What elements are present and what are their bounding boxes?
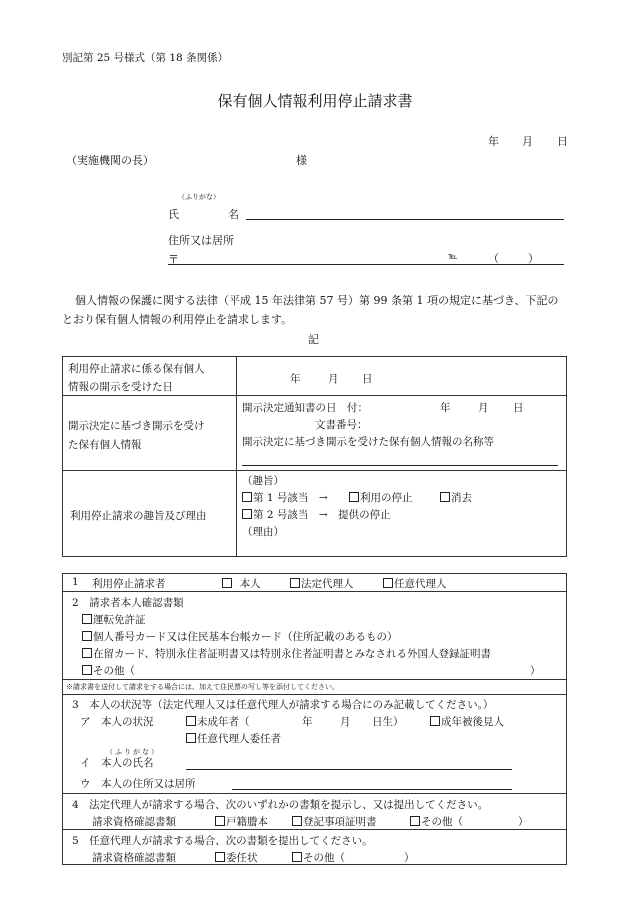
name-label-1: 氏 bbox=[168, 208, 179, 221]
principal-status-label: ア 本人の状況 bbox=[80, 716, 154, 728]
checkbox-icon[interactable] bbox=[440, 492, 450, 502]
checkbox-icon[interactable] bbox=[410, 816, 420, 826]
other-id-close: ） bbox=[530, 665, 541, 677]
page-title: 保有個人情報利用停止請求書 bbox=[217, 92, 413, 110]
table2-line-4 bbox=[62, 829, 567, 830]
name-field[interactable] bbox=[246, 219, 564, 220]
checkbox-icon[interactable] bbox=[82, 631, 92, 641]
form-number: 別記第 25 号様式（第 18 条関係） bbox=[62, 52, 229, 64]
other-voluntary-doc-close: ） bbox=[404, 852, 415, 864]
date-year-label: 年 bbox=[488, 135, 499, 148]
minor-birth-day: 日生） bbox=[372, 716, 404, 728]
honorific: 様 bbox=[296, 154, 307, 167]
section-5-title: 5 任意代理人が請求する場合、次の書類を提出してください。 bbox=[72, 835, 373, 847]
option-drivers-license[interactable]: 運転免許証 bbox=[82, 612, 146, 627]
section-2-title: 2 請求者本人確認書類 bbox=[72, 597, 184, 609]
table2-line-3 bbox=[62, 793, 567, 794]
checkbox-icon[interactable] bbox=[82, 614, 92, 624]
option-clause-2[interactable]: 第 2 号該当 → 提供の停止 bbox=[242, 507, 391, 522]
option-other-voluntary-doc[interactable]: その他（ bbox=[292, 850, 345, 865]
intro-line-1: 個人情報の保護に関する法律（平成 15 年法律第 57 号）第 99 条第 1 項の規定に基づき、下記の bbox=[75, 294, 559, 307]
option-mandator[interactable]: 任意代理人委任者 bbox=[186, 731, 281, 746]
ki-label: 記 bbox=[308, 333, 319, 346]
checkbox-icon[interactable] bbox=[349, 492, 359, 502]
minor-birth-month: 月 bbox=[340, 716, 351, 728]
disclosure-date-label-1: 利用停止請求に係る保有個人 bbox=[68, 363, 205, 375]
option-erase[interactable]: 消去 bbox=[440, 490, 472, 505]
tel-mark: ℡ bbox=[448, 252, 458, 262]
option-self[interactable]: 本人 bbox=[222, 576, 261, 591]
option-family-register[interactable]: 戸籍謄本 bbox=[215, 814, 268, 829]
address-label: 住所又は居所 bbox=[168, 234, 234, 247]
notice-day: 日 bbox=[513, 402, 524, 414]
checkbox-icon[interactable] bbox=[242, 509, 252, 519]
minor-birth-year: 年 bbox=[302, 716, 313, 728]
table1-divider bbox=[236, 356, 237, 557]
table2-line-2 bbox=[62, 694, 567, 695]
option-suspend-use[interactable]: 利用の停止 bbox=[349, 490, 413, 505]
purpose-reason-label: 利用停止請求の趣旨及び理由 bbox=[70, 510, 207, 522]
date-month-label: 月 bbox=[522, 135, 533, 148]
tel-paren-open: （ bbox=[488, 252, 499, 265]
section-4-title: 4 法定代理人が請求する場合、次のいずれかの書類を提示し、又は提出してください。 bbox=[72, 799, 489, 811]
principal-name-field[interactable] bbox=[186, 769, 512, 770]
name-label-2: 名 bbox=[228, 208, 239, 221]
table2-line-1 bbox=[62, 591, 567, 592]
section-4-docs-label: 請求資格確認書類 bbox=[92, 816, 176, 828]
postal-mark: 〒 bbox=[168, 253, 179, 266]
table2-note-line bbox=[62, 679, 567, 680]
option-residence-card[interactable]: 在留カード、特別永住者証明書又は特別永住者証明書とみなされる外国人登録証明書 bbox=[82, 646, 491, 661]
principal-name-label: イ 本人の氏名 bbox=[80, 757, 154, 769]
addressee: （実施機関の長） bbox=[66, 154, 154, 167]
checkbox-icon[interactable] bbox=[430, 716, 440, 726]
checkbox-icon[interactable] bbox=[82, 648, 92, 658]
purpose-heading: （趣旨） bbox=[242, 475, 284, 487]
notice-month: 月 bbox=[478, 402, 489, 414]
option-voluntary-rep[interactable]: 任意代理人 bbox=[383, 576, 447, 591]
date-day-label: 日 bbox=[557, 135, 568, 148]
checkbox-icon[interactable] bbox=[186, 716, 196, 726]
option-clause-1[interactable]: 第 1 号該当 → bbox=[242, 490, 328, 505]
intro-line-2: とおり保有個人情報の利用停止を請求します。 bbox=[62, 313, 293, 326]
furigana-label: （ふりがな） bbox=[178, 193, 220, 201]
option-adult-ward[interactable]: 成年被後見人 bbox=[430, 714, 504, 729]
disclosed-info-label-2: た保有個人情報 bbox=[68, 439, 142, 451]
section-5-docs-label: 請求資格確認書類 bbox=[92, 852, 176, 864]
address-field[interactable] bbox=[168, 264, 564, 265]
checkbox-icon[interactable] bbox=[215, 852, 225, 862]
table1-row-line-1 bbox=[62, 395, 567, 396]
table1-row-line-2 bbox=[62, 470, 567, 471]
checkbox-icon[interactable] bbox=[383, 578, 393, 588]
checkbox-icon[interactable] bbox=[186, 733, 196, 743]
option-other-id[interactable]: その他（ bbox=[82, 663, 135, 678]
disclosure-day: 日 bbox=[362, 373, 373, 385]
checkbox-icon[interactable] bbox=[242, 492, 252, 502]
notice-year: 年 bbox=[440, 402, 451, 414]
section-1-number: 1 bbox=[72, 576, 79, 588]
option-legal-rep[interactable]: 法定代理人 bbox=[290, 576, 354, 591]
disclosed-info-label-1: 開示決定に基づき開示を受け bbox=[68, 420, 205, 432]
principal-furigana-label: （ふりがな） bbox=[106, 748, 160, 756]
principal-address-label: ウ 本人の住所又は居所 bbox=[80, 778, 196, 790]
disclosure-month: 月 bbox=[328, 373, 339, 385]
checkbox-icon[interactable] bbox=[82, 665, 92, 675]
disclosure-date-label-2: 情報の開示を受けた日 bbox=[68, 381, 173, 393]
checkbox-icon[interactable] bbox=[290, 578, 300, 588]
option-other-legal-doc[interactable]: その他（ bbox=[410, 814, 463, 829]
checkbox-icon[interactable] bbox=[292, 852, 302, 862]
other-legal-doc-close: ） bbox=[518, 816, 529, 828]
tel-paren-close: ） bbox=[528, 252, 539, 265]
checkbox-icon[interactable] bbox=[292, 816, 302, 826]
option-power-of-attorney[interactable]: 委任状 bbox=[215, 850, 258, 865]
reason-heading: （理由） bbox=[242, 526, 284, 538]
checkbox-icon[interactable] bbox=[222, 578, 232, 588]
doc-number-label: 文書番号： bbox=[315, 419, 368, 431]
checkbox-icon[interactable] bbox=[215, 816, 225, 826]
section-3-title: 3 本人の状況等（法定代理人又は任意代理人が請求する場合にのみ記載してください。） bbox=[72, 699, 494, 711]
section-1-label: 利用停止請求者 bbox=[92, 578, 166, 590]
section-2-note: ※請求書を送付して請求をする場合には、加えて住民票の写し等を添付してください。 bbox=[66, 683, 339, 691]
notice-date-label: 開示決定通知書の日 付： bbox=[242, 402, 368, 414]
option-registry-certificate[interactable]: 登記事項証明書 bbox=[292, 814, 377, 829]
option-minor[interactable]: 未成年者（ bbox=[186, 714, 250, 729]
principal-address-field[interactable] bbox=[232, 789, 512, 790]
disclosure-year: 年 bbox=[290, 373, 301, 385]
option-my-number-card[interactable]: 個人番号カード又は住民基本台帳カード（住所記載のあるもの） bbox=[82, 629, 398, 644]
info-name-label: 開示決定に基づき開示を受けた保有個人情報の名称等 bbox=[242, 436, 494, 448]
info-name-field[interactable] bbox=[242, 465, 558, 466]
